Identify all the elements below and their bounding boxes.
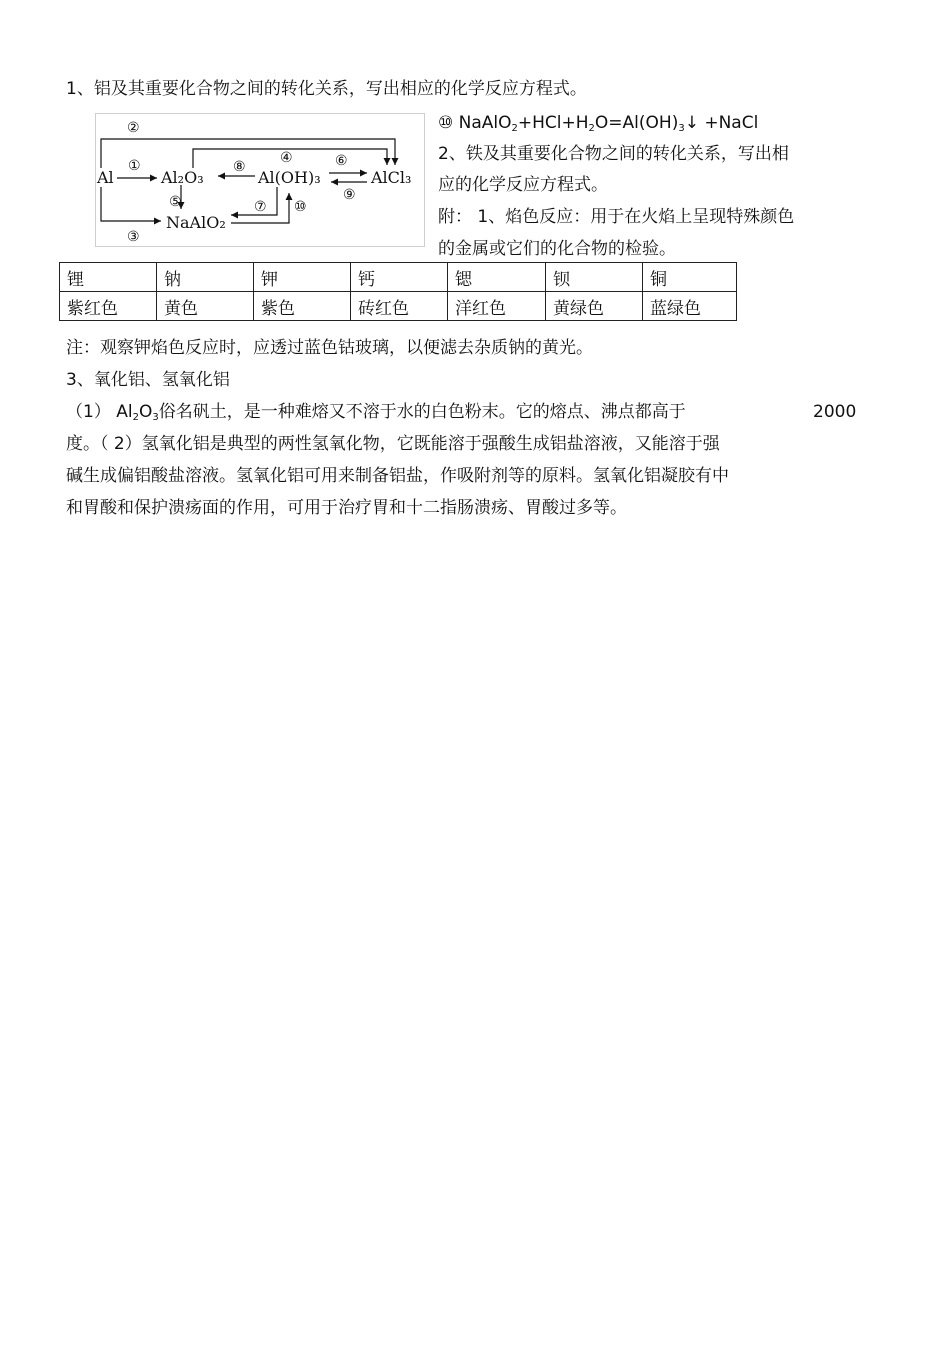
para-line2: 度。（ 2）氢氧化铝是典型的两性氢氧化物，它既能溶于强酸生成铝盐溶液，又能溶于强 bbox=[66, 434, 720, 454]
equation-10: ⑩ $NaAlO_2+HCl+H_2O=Al(OH)_3↓$ +NaCl bbox=[438, 113, 759, 134]
label-7: ⑦ bbox=[254, 199, 267, 215]
node-naalo2: NaAlO₂ bbox=[166, 213, 226, 232]
node-alcl3: AlCl₃ bbox=[371, 168, 412, 187]
table-cell: 锂 bbox=[60, 263, 157, 292]
aluminum-conversion-diagram bbox=[95, 113, 425, 247]
table-cell: 钠 bbox=[157, 263, 254, 292]
table-cell: 黄绿色 bbox=[546, 292, 643, 321]
note: 注：观察钾焰色反应时，应透过蓝色钴玻璃，以便滤去杂质钠的黄光。 bbox=[66, 338, 593, 358]
para-line3: 碱生成偏铝酸盐溶液。氢氧化铝可用来制备铝盐，作吸附剂等的原料。氢氧化铝凝胶有中 bbox=[66, 466, 729, 486]
para-number: 2000 bbox=[813, 402, 857, 422]
node-al: Al bbox=[97, 168, 114, 187]
section2-line1: 2、铁及其重要化合物之间的转化关系，写出相 bbox=[438, 144, 789, 164]
arrow-3 bbox=[101, 187, 161, 221]
label-10: ⑩ bbox=[294, 199, 307, 215]
label-2: ② bbox=[127, 120, 140, 136]
node-al2o3: Al₂O₃ bbox=[161, 168, 204, 187]
label-4: ④ bbox=[280, 150, 293, 166]
table-row bbox=[60, 263, 737, 292]
table-cell: 蓝绿色 bbox=[643, 292, 737, 321]
table-cell: 锶 bbox=[448, 263, 546, 292]
table-cell: 紫色 bbox=[254, 292, 351, 321]
label-9: ⑨ bbox=[343, 187, 356, 203]
node-aloh3: Al(OH)₃ bbox=[258, 168, 321, 187]
appendix-line1: 附： 1、焰色反应：用于在火焰上呈现特殊颜色 bbox=[438, 207, 795, 227]
table-cell: 洋红色 bbox=[448, 292, 546, 321]
label-3: ③ bbox=[127, 229, 140, 245]
section1-title: 1、铝及其重要化合物之间的转化关系，写出相应的化学反应方程式。 bbox=[66, 79, 587, 99]
table-cell: 钡 bbox=[546, 263, 643, 292]
label-1: ① bbox=[128, 158, 141, 174]
table-cell: 紫红色 bbox=[60, 292, 157, 321]
label-5: ⑤ bbox=[169, 194, 182, 210]
label-6: ⑥ bbox=[335, 153, 348, 169]
section3-title: 3、氧化铝、氢氧化铝 bbox=[66, 370, 230, 390]
appendix-line2: 的金属或它们的化合物的检验。 bbox=[438, 239, 676, 259]
para-line1: （1） $Al_2O_3$俗名矾土，是一种难熔又不溶于水的白色粉末。它的熔点、沸点都高于 bbox=[66, 402, 686, 423]
para-line4: 和胃酸和保护溃疡面的作用，可用于治疗胃和十二指肠溃疡、胃酸过多等。 bbox=[66, 498, 627, 518]
table-cell: 黄色 bbox=[157, 292, 254, 321]
table-row bbox=[60, 292, 737, 321]
flame-color-table bbox=[59, 262, 737, 321]
section2-line2: 应的化学反应方程式。 bbox=[438, 175, 608, 195]
table-cell: 砖红色 bbox=[351, 292, 448, 321]
table-cell: 铜 bbox=[643, 263, 737, 292]
arrow-2 bbox=[101, 139, 395, 168]
table-cell: 钾 bbox=[254, 263, 351, 292]
label-8: ⑧ bbox=[233, 159, 246, 175]
table-cell: 钙 bbox=[351, 263, 448, 292]
